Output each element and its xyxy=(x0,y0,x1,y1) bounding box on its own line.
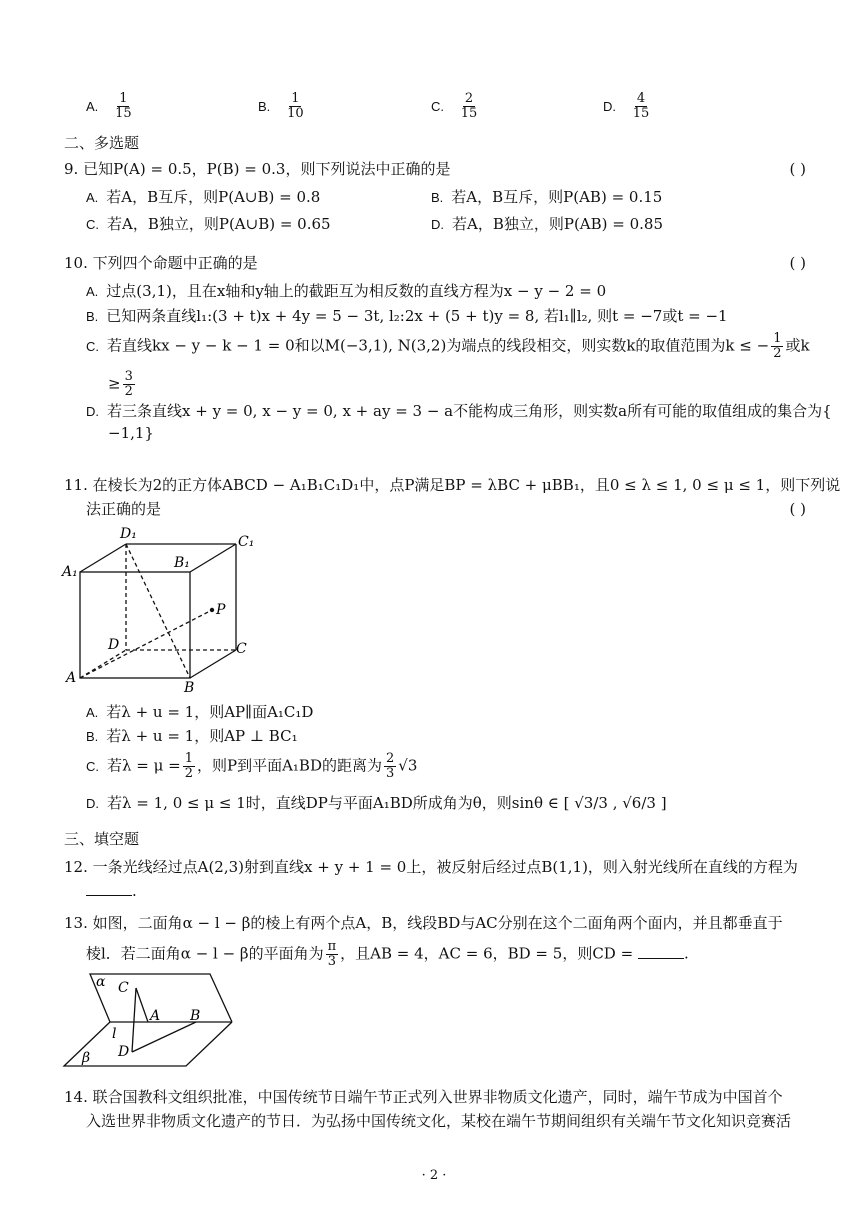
cube-figure xyxy=(60,520,260,695)
q14-stem: 14. 联合国教科文组织批准，中国传统节日端午节正式列入世界非物质文化遗产，同时，端午节成为中国首个 xyxy=(64,1088,783,1106)
section-title-multi-choice: 二、多选题 xyxy=(64,134,140,152)
label-d1: D₁ xyxy=(120,526,137,542)
q12-stem: 12. 一条光线经过点A(2,3)射到直线x + y + 1 = 0上，被反射后经过点B(1,1)，则入射光线所在直线的方程为 xyxy=(64,858,798,876)
q9-option-a: A. 若A，B互斥，则P(A∪B) = 0.8 xyxy=(86,188,321,206)
dihedral-figure xyxy=(60,970,240,1070)
q9-stem: 9. 已知P(A) = 0.5，P(B) = 0.3，则下列说法中正确的是 xyxy=(64,160,451,178)
section-title-fill-blank: 三、填空题 xyxy=(64,830,140,848)
label-p: P xyxy=(216,602,226,618)
q11-stem-cont: 法正确的是 xyxy=(86,500,162,518)
q13-stem: 13. 如图，二面角α − l − β的棱上有两个点A，B，线段BD与AC分别在这个二面角两个面内，并且都垂直于 xyxy=(64,914,783,932)
q11-paren: ( ) xyxy=(789,500,806,518)
label-c1: C₁ xyxy=(238,534,255,550)
label-b1: B₁ xyxy=(174,555,190,571)
label-d: D xyxy=(108,637,120,653)
label-a: A xyxy=(150,1008,161,1024)
q11-stem: 11. 在棱长为2的正方体ABCD − A₁B₁C₁D₁中，点P满足BP = λBC + μBB₁，且0 ≤ λ ≤ 1, 0 ≤ μ ≤ 1，则下列说 xyxy=(64,476,841,494)
q9-option-b: B. 若A，B互斥，则P(AB) = 0.15 xyxy=(431,188,663,206)
page-number: · 2 · xyxy=(421,1168,447,1183)
q9-option-d: D. 若A，B独立，则P(AB) = 0.85 xyxy=(431,215,664,233)
q10-option-c-cont: ≥ $\frac{3}{2}$ xyxy=(108,369,133,399)
q10-option-d: D. 若三条直线x + y = 0, x − y = 0, x + ay = 3 − a不能构成三角形，则实数a所有可能的取值组成的集合为{ xyxy=(86,402,832,420)
option-c: C. $\frac{2}{15}$ xyxy=(431,91,478,121)
option-d: D. $\frac{4}{15}$ xyxy=(603,91,650,121)
q14-stem-cont: 入选世界非物质文化遗产的节日．为弘扬中国传统文化，某校在端午节期间组织有关端午节文化知识竞赛活 xyxy=(86,1112,792,1130)
label-c: C xyxy=(236,641,247,657)
fraction: $\frac{4}{15}$ xyxy=(632,91,650,121)
option-b: B. $\frac{1}{10}$ xyxy=(258,91,304,121)
q10-stem: 10. 下列四个命题中正确的是 xyxy=(64,254,258,272)
q11-option-d: D. 若λ = 1, 0 ≤ μ ≤ 1时，直线DP与平面A₁BD所成角为θ，则sinθ ∈ [ √3/3 , √6/3 ] xyxy=(86,794,667,812)
label-l: l xyxy=(112,1026,117,1042)
fraction: $\frac{1}{10}$ xyxy=(287,91,304,121)
q13-stem-cont: 棱l．若二面角α − l − β的平面角为 $\frac{\pi}{3}$ ，且AB = 4，AC = 6，BD = 5，则CD = . xyxy=(86,939,689,969)
fraction: $\frac{1}{2}$ xyxy=(184,751,193,781)
option-a: A. $\frac{1}{15}$ xyxy=(86,91,132,121)
q10-option-d-cont: −1,1} xyxy=(108,424,154,442)
q10-paren: ( ) xyxy=(789,254,806,272)
q10-option-a: A. 过点(3,1)，且在x轴和y轴上的截距互为相反数的直线方程为x − y − 2 = 0 xyxy=(86,282,607,300)
q9-paren: ( ) xyxy=(789,160,806,178)
q10-option-c: C. 若直线kx − y − k − 1 = 0和以M(−3,1), N(3,2)为端点的线段相交，则实数k的取值范围为k ≤ − $\frac{1}{2}$ 或k xyxy=(86,331,810,361)
answer-blank[interactable] xyxy=(638,944,684,959)
answer-blank[interactable] xyxy=(86,881,132,896)
q10-option-b: B. 已知两条直线l₁:(3 + t)x + 4y = 5 − 3t, l₂:2x + (5 + t)y = 8, 若l₁∥l₂, 则t = −7或t = −1 xyxy=(86,307,728,325)
q12-answer-line: . xyxy=(86,880,137,902)
label-beta: β xyxy=(82,1050,91,1066)
q11-option-b: B. 若λ + u = 1，则AP ⊥ BC₁ xyxy=(86,727,298,745)
fraction: $\frac{2}{3}$ xyxy=(385,751,395,781)
fraction: $\frac{\pi}{3}$ xyxy=(327,939,337,969)
label-b: B xyxy=(190,1008,201,1024)
fraction: $\frac{1}{15}$ xyxy=(115,91,132,121)
fraction: $\frac{1}{2}$ xyxy=(773,331,782,361)
label-d: D xyxy=(118,1044,130,1060)
q11-option-c: C. 若λ = μ = $\frac{1}{2}$ ，则P到平面A₁BD的距离为 $\frac{2}{3}$ √3 xyxy=(86,751,418,781)
label-b: B xyxy=(184,680,195,695)
label-alpha: α xyxy=(96,974,106,990)
q11-option-a: A. 若λ + u = 1，则AP∥面A₁C₁D xyxy=(86,703,314,721)
q9-option-c: C. 若A，B独立，则P(A∪B) = 0.65 xyxy=(86,215,331,233)
label-a1: A₁ xyxy=(62,564,78,580)
label-a: A xyxy=(66,670,77,686)
fraction: $\frac{2}{15}$ xyxy=(460,91,478,121)
label-c: C xyxy=(118,980,129,996)
fraction: $\frac{3}{2}$ xyxy=(124,369,133,399)
